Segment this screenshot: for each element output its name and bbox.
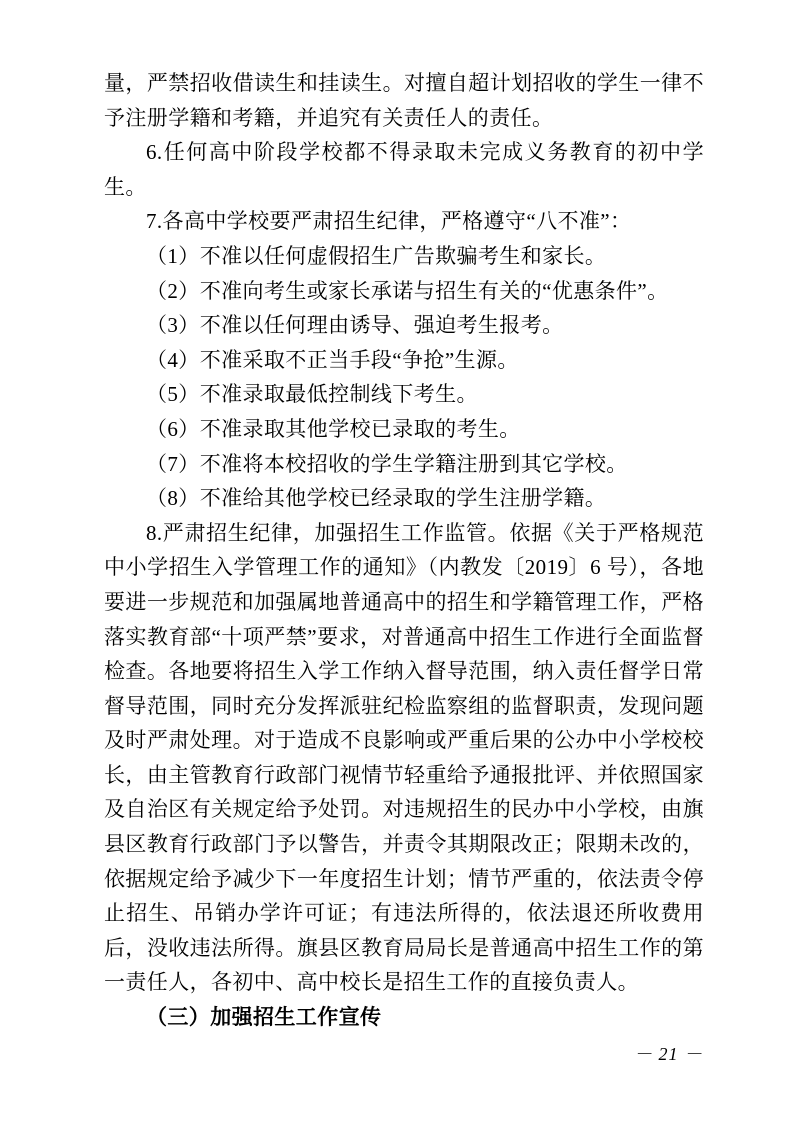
paragraph-subitem-2: （2）不准向考生或家长承诺与招生有关的“优惠条件”。: [146, 278, 669, 303]
paragraph-subitem-4: （4）不准采取不正当手段“争抢”生源。: [146, 347, 519, 372]
paragraph-subitem-1: （1）不准以任何虚假招生广告欺骗考生和家长。: [146, 243, 607, 268]
paragraph-continuation: 量，严禁招收借读生和挂读生。对擅自超计划招收的学生一律不予注册学籍和考籍，并追究有关责任人的责任。: [104, 71, 704, 130]
paragraph-subitem-3: （3）不准以任何理由诱导、强迫考生报考。: [146, 313, 564, 338]
paragraph-subitem-6: （6）不准录取其他学校已录取的考生。: [146, 416, 521, 441]
paragraph-item-8: 8.严肃招生纪律，加强招生工作监管。依据《关于严格规范中小学招生入学管理工作的通知》（内教发〔2019〕6 号），各地要进一步规范和加强属地普通高中的招生和学籍管理工作，严格落实教育部“十项严禁”要求，对普通高中招生工作进行全面监督检查。各地要将招生入学工作纳入督导范围，纳入责任督学日常督导范围，同时充分发挥派驻纪检监察组的监督职责，发现问题及时严肃处理。对于造成不良影响或严重后果的公办中小学校校长，由主管教育行政部门视情节轻重给予通报批评、并依照国家及自治区有关规定给予处罚。对违规招生的民办中小学校，由旗县区教育行政部门予以警告，并责令其期限改正；限期未改的，依据规定给予减少下一年度招生计划；情节严重的，依法责令停止招生、吊销办学许可证；有违法所得的，依法退还所收费用后，没收违法所得。旗县区教育局局长是普通高中招生工作的第一责任人，各初中、高中校长是招生工作的直接负责人。: [104, 520, 704, 995]
section-heading-3: （三）加强招生工作宣传: [146, 1005, 382, 1030]
paragraph-subitem-5: （5）不准录取最低控制线下考生。: [146, 382, 478, 407]
paragraph-item-6: 6.任何高中阶段学校都不得录取未完成义务教育的初中学生。: [104, 140, 704, 199]
document-body: [104, 66, 704, 1035]
paragraph-subitem-7: （7）不准将本校招收的学生学籍注册到其它学校。: [146, 451, 628, 476]
paragraph-item-7: 7.各高中学校要严肃招生纪律，严格遵守“八不准”：: [146, 209, 632, 234]
paragraph-subitem-8: （8）不准给其他学校已经录取的学生注册学籍。: [146, 486, 607, 511]
page-number: － 21 －: [634, 1044, 703, 1064]
